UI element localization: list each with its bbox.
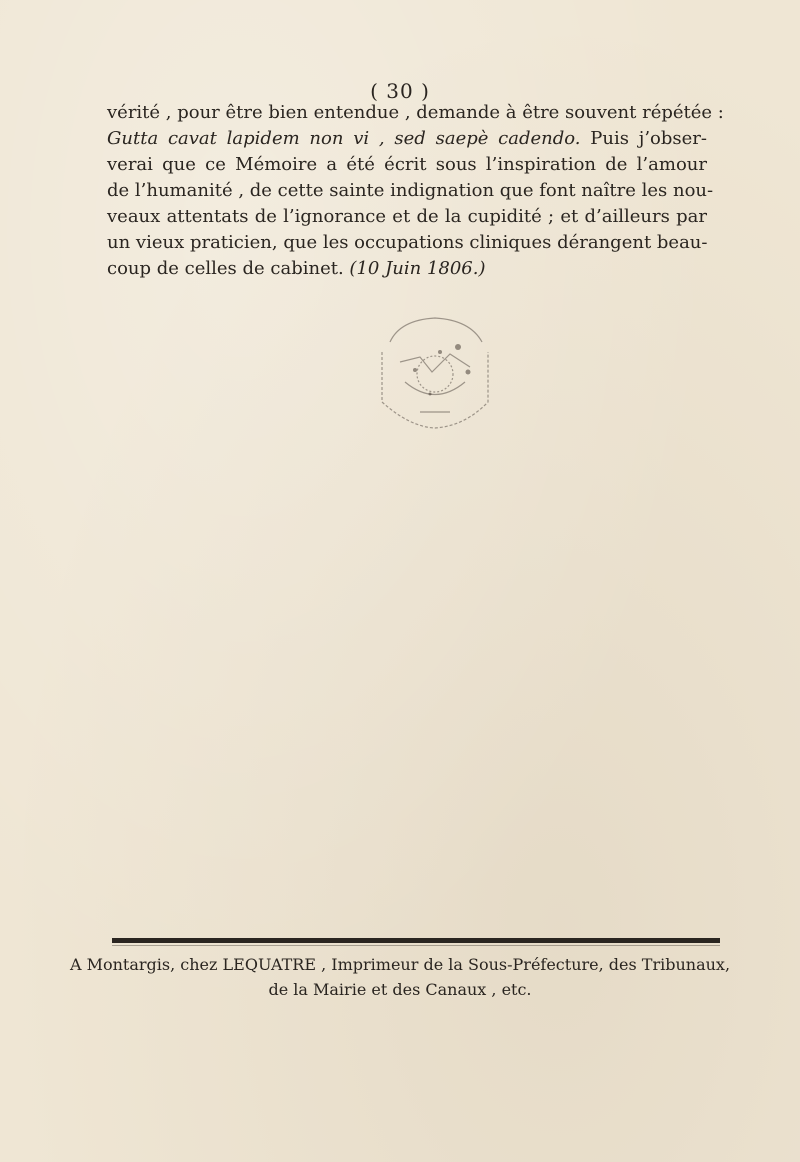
- text-line-date: coup de celles de cabinet. (10 Juin 1806.): [107, 258, 486, 279]
- latin-continuation: Puis j’obser-: [580, 128, 707, 149]
- double-rule-thick: [112, 938, 720, 943]
- text-line: de l’humanité , de cette sainte indignation que font naître les nou-: [107, 180, 714, 201]
- imprint-line-2: de la Mairie et des Canaux , etc.: [268, 980, 532, 999]
- text-line-latin: [107, 126, 707, 152]
- double-rule-thin: [112, 945, 720, 946]
- date-note: (10 Juin 1806.): [349, 258, 486, 279]
- text-line: un vieux praticien, que les occupations cliniques dérangent beau-: [107, 232, 708, 253]
- imprint-line-1: A Montargis, chez LEQUATRE , Imprimeur de la Sous-Préfecture, des Tribunaux,: [69, 955, 731, 974]
- text-line: vérité , pour être bien entendue , demande à être souvent répétée :: [107, 102, 724, 123]
- library-stamp-icon: [370, 312, 500, 432]
- show-through-texture: [100, 560, 720, 900]
- body-paragraph: [107, 100, 724, 282]
- text-line: veaux attentats de l’ignorance et de la cupidité ; et d’ailleurs par: [107, 206, 707, 227]
- page-number: ( 30 ): [370, 79, 430, 103]
- latin-quote: Gutta cavat lapidem non vi , sed saepè cadendo.: [107, 128, 581, 149]
- text-line: verai que ce Mémoire a été écrit sous l’inspiration de l’amour: [107, 154, 707, 175]
